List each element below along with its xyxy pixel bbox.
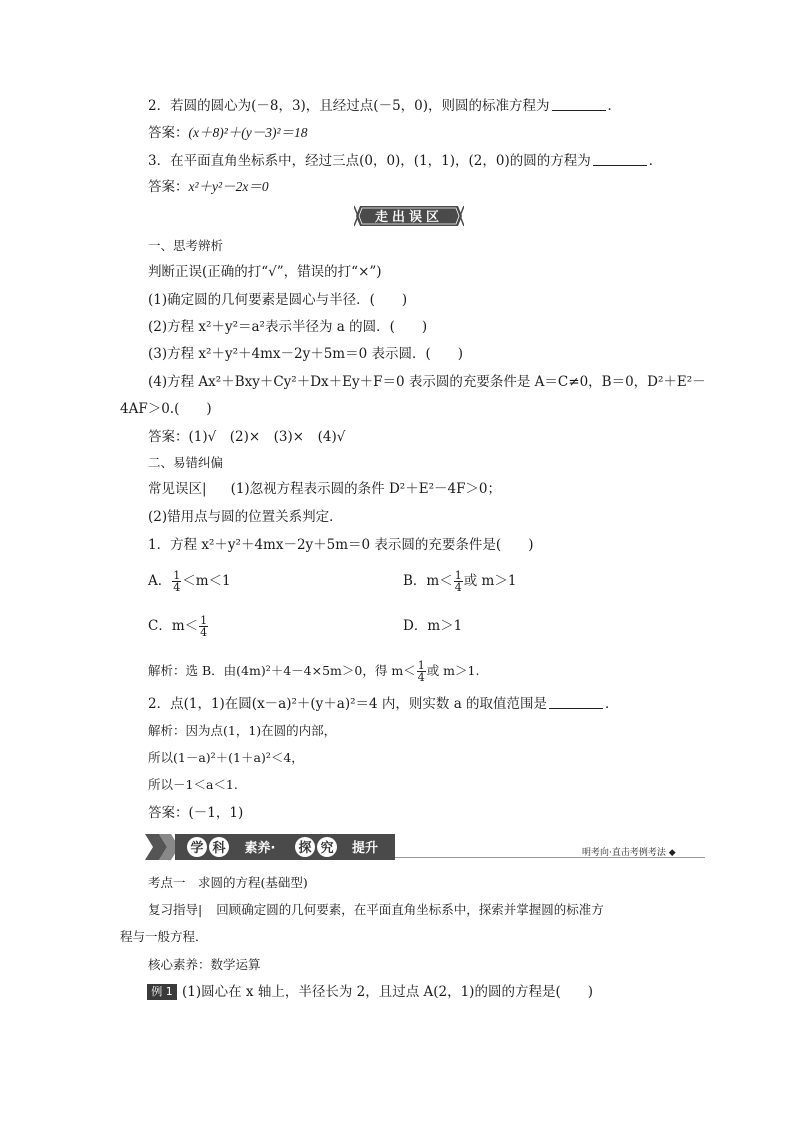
common-mistakes-1: 常见误区| (1)忽视方程表示圆的条件 D²＋E²－4F＞0； bbox=[148, 481, 502, 497]
judgement-3: (3)方程 x²＋y²＋4mx－2y＋5m＝0 表示圆．( ) bbox=[148, 346, 464, 362]
option-c: C．m＜ $\frac{1}{4}$ bbox=[148, 614, 208, 639]
svg-text:探: 探 bbox=[298, 841, 312, 856]
fraction: $\frac{1}{4}$ bbox=[417, 659, 425, 684]
judgement-answers: 答案：(1)√ (2)× (3)× (4)√ bbox=[148, 429, 346, 445]
banner-subtitle: 明考向·直击考例考法 ◆ bbox=[582, 848, 676, 858]
section-2-title: 二、易错纠偏 bbox=[148, 455, 224, 470]
banner-arrow-icon bbox=[145, 832, 395, 862]
problem-2-solution-1: 解析：因为点(1，1)在圆的内部， bbox=[148, 723, 337, 738]
svg-text:提升: 提升 bbox=[351, 841, 379, 856]
review-guide-cont: 程与一般方程． bbox=[120, 929, 208, 944]
example-tag: 例 1 bbox=[147, 984, 177, 1000]
section-banner-errors bbox=[354, 204, 464, 228]
answer-blank bbox=[593, 151, 647, 166]
problem-2-solution-2: 所以(1－a)²＋(1＋a)²＜4， bbox=[148, 750, 304, 765]
problem-2-answer: 答案：(－1，1) bbox=[148, 805, 244, 821]
judgement-1: (1)确定圆的几何要素是圆心与半径．( ) bbox=[148, 292, 408, 308]
fraction: $\frac{1}{4}$ bbox=[454, 569, 462, 594]
instructions: 判断正误(正确的打“√”，错误的打“×”) bbox=[148, 264, 382, 280]
section-banner-literacy bbox=[145, 832, 395, 862]
judgement-4-cont: 4AF＞0.( ) bbox=[120, 401, 212, 417]
problem-2-stem: 2．点(1，1)在圆(x－a)²＋(y＋a)²＝4 内，则实数 a 的取值范围是 ． bbox=[148, 696, 619, 712]
banner1-text: 走出误区 bbox=[374, 210, 444, 225]
answer-blank bbox=[549, 694, 603, 709]
core-literacy: 核心素养：数学运算 bbox=[148, 957, 261, 972]
topic-1-title: 考点一 求圆的方程(基础型) bbox=[148, 875, 308, 890]
diamond-icon: ◆ bbox=[668, 848, 676, 858]
problem-1-solution: 解析：选 B．由(4m)²＋4－4×5m＞0，得 m＜ $\frac{1}{4}$ 或 m＞1. bbox=[148, 659, 480, 684]
common-mistakes-2: (2)错用点与圆的位置关系判定． bbox=[148, 509, 343, 525]
svg-text:究: 究 bbox=[320, 841, 334, 856]
question-3: 3．在平面直角坐标系中，经过三点(0，0)，(1，1)，(2，0)的圆的方程为 ． bbox=[148, 153, 663, 169]
option-d: D．m＞1 bbox=[403, 618, 463, 634]
problem-2-solution-3: 所以－1＜a＜1. bbox=[148, 777, 238, 792]
svg-text:素养·: 素养· bbox=[244, 841, 276, 856]
section-1-title: 一、思考辨析 bbox=[148, 238, 224, 253]
fraction: $\frac{1}{4}$ bbox=[173, 569, 181, 594]
option-b: B．m＜ $\frac{1}{4}$ 或 m＞1 bbox=[403, 569, 517, 594]
problem-1-stem: 1．方程 x²＋y²＋4mx－2y＋5m＝0 表示圆的充要条件是( ) bbox=[148, 537, 534, 553]
q2-text: 2．若圆的圆心为(－8，3)，且经过点(－5，0)，则圆的标准方程为 bbox=[148, 98, 550, 114]
fraction: $\frac{1}{4}$ bbox=[200, 614, 208, 639]
answer-2: 答案：(x＋8)²＋(y－3)²＝18 bbox=[148, 125, 308, 141]
example-1-text: (1)圆心在 x 轴上，半径长为 2，且过点 A(2，1)的圆的方程是( ) bbox=[182, 984, 593, 1000]
question-2: 2．若圆的圆心为(－8，3)，且经过点(－5，0)，则圆的标准方程为 ． bbox=[148, 98, 622, 114]
banner-frame-icon bbox=[354, 204, 464, 228]
svg-text:科: 科 bbox=[212, 841, 226, 856]
answer-3: 答案：x²＋y²－2x＝0 bbox=[148, 179, 269, 195]
review-guide: 复习指导| 回顾确定圆的几何要素，在平面直角坐标系中，探索并掌握圆的标准方 bbox=[148, 902, 604, 917]
svg-text:学: 学 bbox=[190, 841, 204, 856]
judgement-4: (4)方程 Ax²＋Bxy＋Cy²＋Dx＋Ey＋F＝0 表示圆的充要条件是 A＝C≠0，B＝0，D²＋E²－ bbox=[148, 374, 706, 390]
answer-blank bbox=[552, 96, 606, 111]
option-a: A． $\frac{1}{4}$ ＜m＜1 bbox=[148, 569, 231, 594]
judgement-2: (2)方程 x²＋y²＝a²表示半径为 a 的圆．( ) bbox=[148, 319, 428, 335]
